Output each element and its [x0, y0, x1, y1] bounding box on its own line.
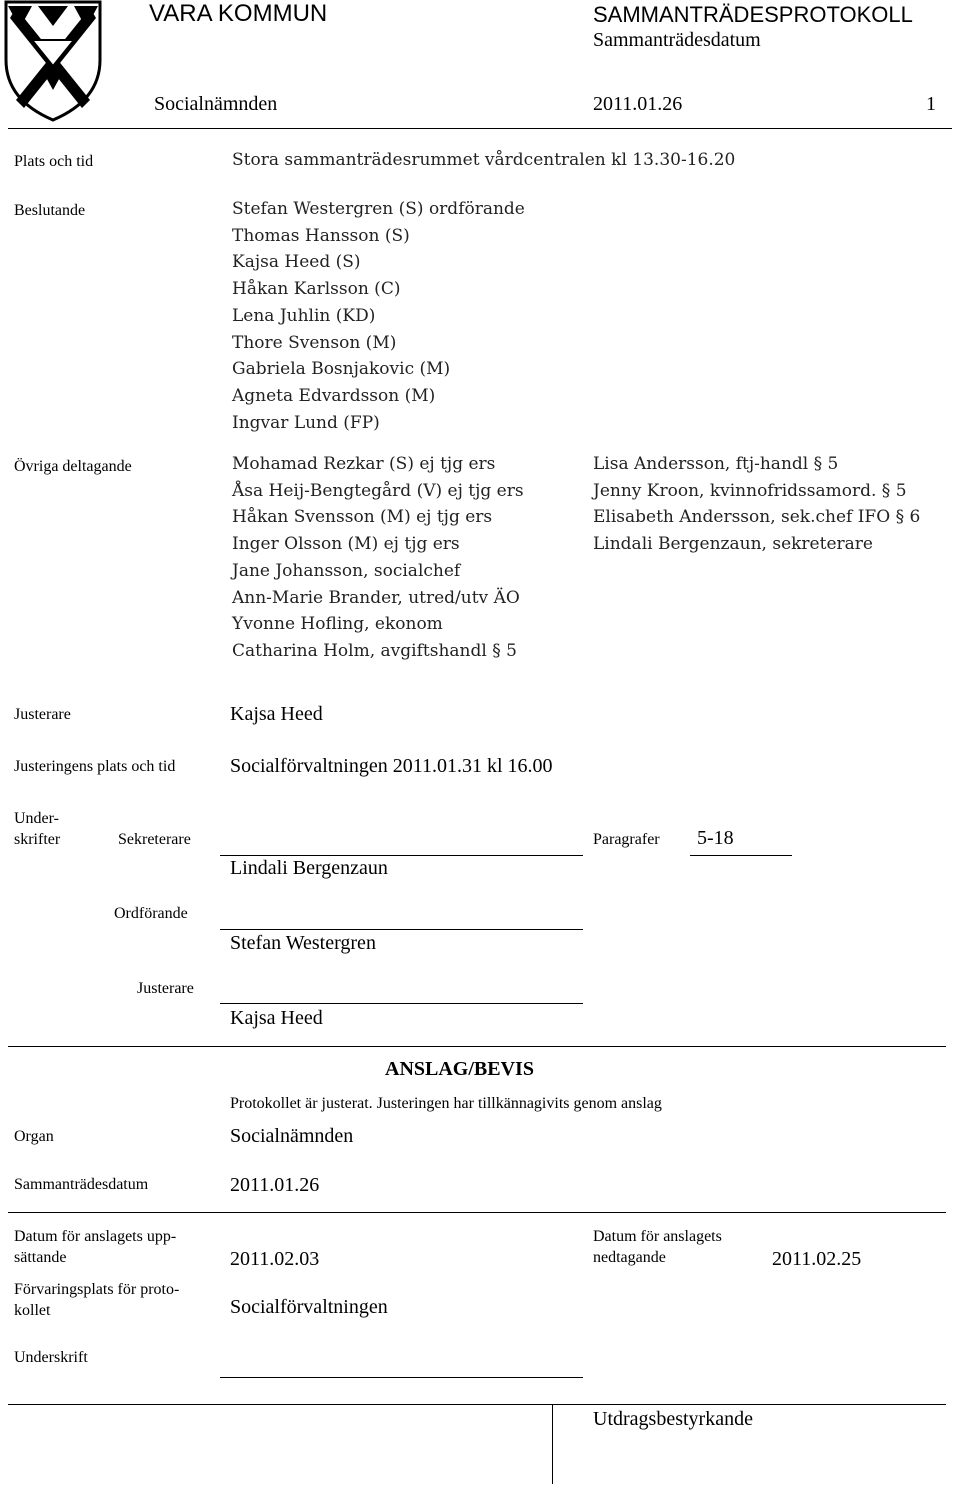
chair-signature-line — [220, 929, 583, 930]
bottom-divider — [8, 1404, 946, 1405]
paragraphs-label: Paragrafer — [593, 831, 660, 848]
secretary-name: Lindali Bergenzaun — [230, 857, 388, 879]
adjustment-place-label: Justeringens plats och tid — [14, 758, 176, 775]
chair-name: Stefan Westergren — [230, 932, 376, 954]
deciding-member: Kajsa Heed (S) — [232, 252, 361, 273]
paragraphs-value: 5-18 — [697, 827, 734, 849]
other-participant: Håkan Svensson (M) ej tjg ers — [232, 507, 493, 528]
other-participant: Catharina Holm, avgiftshandl § 5 — [232, 640, 517, 661]
secretary-label: Sekreterare — [118, 831, 191, 848]
adjuster-label: Justerare — [14, 706, 71, 723]
deciding-label: Beslutande — [14, 202, 86, 219]
deciding-member: Lena Juhlin (KD) — [232, 305, 376, 326]
municipality-name: VARA KOMMUN — [149, 0, 328, 27]
deciding-member: Håkan Karlsson (C) — [232, 279, 401, 300]
header-date: 2011.01.26 — [593, 93, 683, 115]
others-label: Övriga deltagande — [14, 458, 132, 475]
other-participant: Jenny Kroon, kvinnofridssamord. § 5 — [593, 480, 907, 501]
notice-statement: Protokollet är justerat. Justeringen har tillkännagivits genom anslag — [230, 1095, 662, 1112]
dates-divider — [8, 1212, 946, 1213]
posted-date-value: 2011.02.03 — [230, 1248, 320, 1270]
notice-date-value: 2011.01.26 — [230, 1174, 320, 1196]
notice-divider — [8, 1046, 946, 1047]
deciding-member: Gabriela Bosnjakovic (M) — [232, 359, 451, 380]
coat-of-arms-logo — [2, 0, 104, 122]
signature-adjuster-name: Kajsa Heed — [230, 1007, 323, 1029]
place-label: Plats och tid — [14, 153, 94, 170]
other-participant: Åsa Heij-Bengtegård (V) ej tjg ers — [232, 480, 524, 501]
other-participant: Elisabeth Andersson, sek.chef IFO § 6 — [593, 507, 921, 528]
deciding-member: Thomas Hansson (S) — [232, 225, 410, 246]
other-participant: Lisa Andersson, ftj-handl § 5 — [593, 454, 839, 474]
paragraphs-line — [690, 855, 792, 856]
storage-label-1: Förvaringsplats för proto- — [14, 1281, 180, 1298]
removed-date-label-2: nedtagande — [593, 1249, 666, 1266]
other-participant: Mohamad Rezkar (S) ej tjg ers — [232, 454, 496, 474]
removed-date-label-1: Datum för anslagets — [593, 1228, 722, 1245]
posted-date-label-2: sättande — [14, 1249, 67, 1266]
header-committee: Socialnämnden — [154, 93, 278, 115]
organ-value: Socialnämnden — [230, 1125, 354, 1147]
page-number: 1 — [926, 93, 936, 115]
signature-label: Underskrift — [14, 1349, 88, 1366]
adjuster-value: Kajsa Heed — [230, 703, 323, 725]
storage-value: Socialförvaltningen — [230, 1296, 388, 1318]
document-type: SAMMANTRÄDESPROTOKOLL — [593, 2, 913, 27]
notice-date-label: Sammanträdesdatum — [14, 1176, 149, 1193]
deciding-member: Agneta Edvardsson (M) — [232, 385, 436, 406]
others-left-list — [232, 451, 524, 665]
notice-signature-line — [220, 1377, 583, 1378]
other-participant: Inger Olsson (M) ej tjg ers — [232, 534, 460, 555]
storage-label-2: kollet — [14, 1302, 51, 1319]
signature-adjuster-label: Justerare — [137, 980, 194, 997]
posted-date-label-1: Datum för anslagets upp- — [14, 1228, 177, 1245]
adjuster-signature-line — [220, 1003, 583, 1004]
header-divider — [8, 128, 952, 129]
header-date-label: Sammanträdesdatum — [593, 29, 761, 51]
signatures-label-line2: skrifter — [14, 831, 61, 848]
place-value: Stora sammanträdesrummet vårdcentralen kl 13.30-16.20 — [232, 150, 736, 170]
certification-label: Utdragsbestyrkande — [593, 1408, 753, 1430]
signatures-label-line1: Under- — [14, 810, 59, 827]
others-right-list — [593, 451, 920, 558]
chair-label: Ordförande — [114, 905, 188, 922]
other-participant: Yvonne Hofling, ekonom — [232, 614, 443, 635]
other-participant: Lindali Bergenzaun, sekreterare — [593, 534, 873, 555]
deciding-member: Ingvar Lund (FP) — [232, 412, 380, 433]
deciding-member: Thore Svenson (M) — [232, 332, 397, 353]
deciding-members-list — [232, 196, 525, 436]
removed-date-value: 2011.02.25 — [772, 1248, 862, 1270]
organ-label: Organ — [14, 1128, 54, 1145]
bottom-vertical-divider — [552, 1404, 553, 1484]
secretary-signature-line — [220, 855, 583, 856]
adjustment-place-value: Socialförvaltningen 2011.01.31 kl 16.00 — [230, 755, 553, 777]
other-participant: Ann-Marie Brander, utred/utv ÄO — [232, 587, 520, 608]
notice-title: ANSLAG/BEVIS — [385, 1058, 534, 1080]
other-participant: Jane Johansson, socialchef — [232, 560, 461, 581]
deciding-member: Stefan Westergren (S) ordförande — [232, 199, 525, 219]
